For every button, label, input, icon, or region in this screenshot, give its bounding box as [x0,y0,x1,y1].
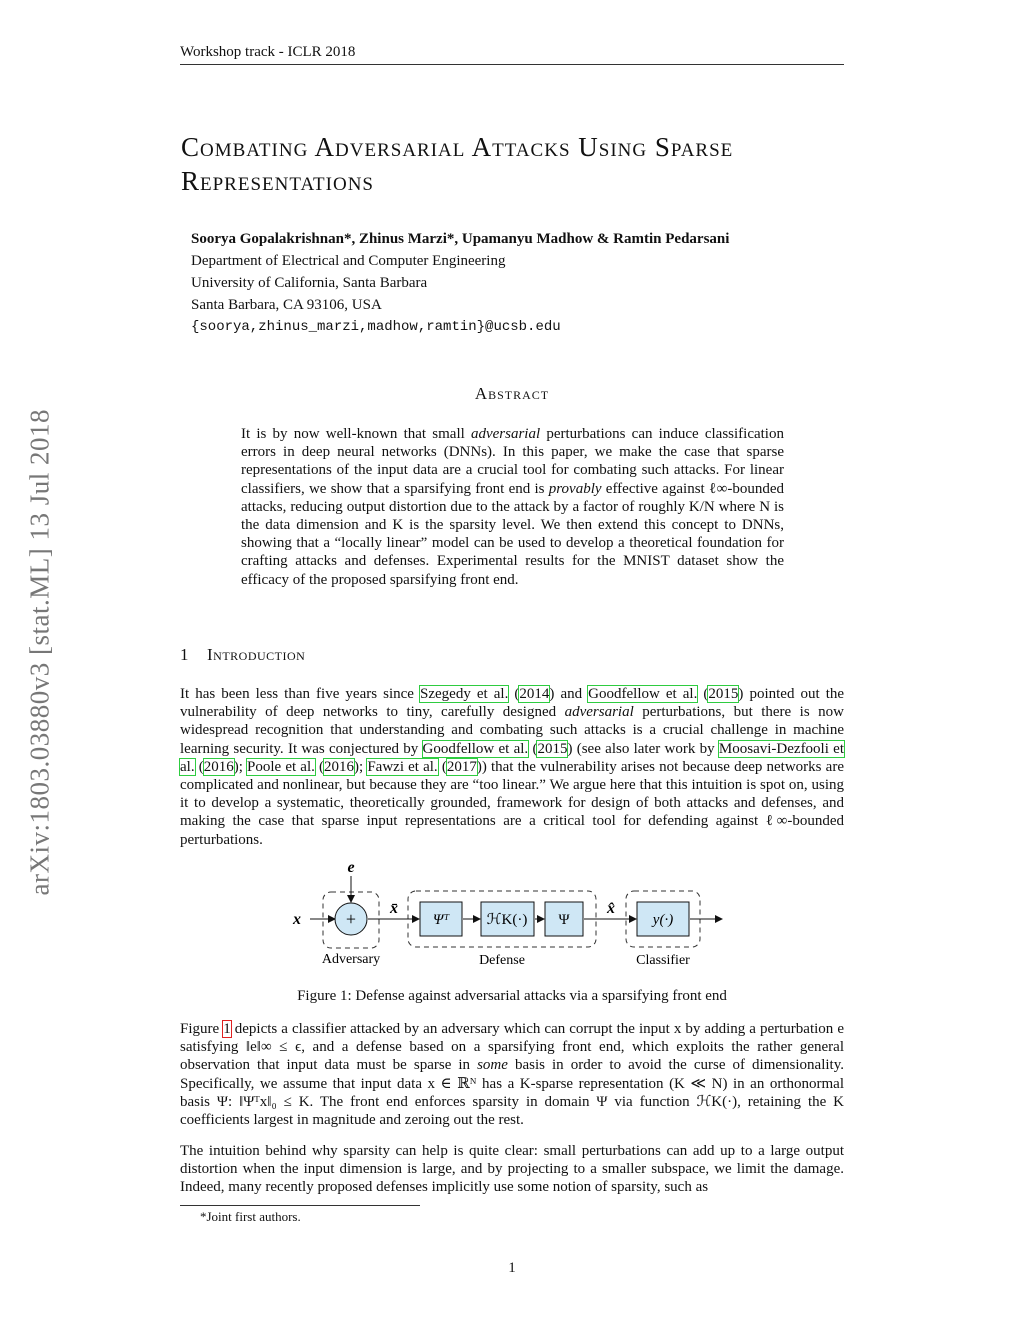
title-line-1: Combating Adversarial Attacks Using Sparse [181,132,734,162]
text: ( [437,758,447,775]
abstract-part: It is by now well-known that small [241,426,471,442]
abstract-part: perturbations can induce classification errors in deep neural networks (DNNs). In this paper, we make the case that sparse representations of the input data are a crucial tool for combating such attacks. For linear classifiers, we show that a sparsifying front end is [241,426,784,497]
author-block [191,228,729,338]
author-dept: Department of Electrical and Computer Engineering [191,253,506,269]
footnote: *Joint first authors. [200,1209,301,1224]
figure-ref-link[interactable]: 1 [223,1021,231,1037]
text: Figure [180,1021,224,1037]
author-city: Santa Barbara, CA 93106, USA [191,297,382,313]
text: ); [233,758,248,775]
hk-label: ℋK(·) [486,912,528,928]
text: )) that the vulnerability arises not because deep networks are complicated and nonlinear, but because they are “too linear.” We argue here that this intuition is spot on, using it to develop a systematic, theoretically grounded, framework for design of both attacks and defenses, and making the case that sparse input representations are a critical tool for defending against ℓ∞-bounded perturbations. [180,758,844,848]
defense-label: Defense [479,953,525,968]
psiT-label: Ψᵀ [432,912,450,928]
author-university: University of California, Santa Barbara [191,275,428,291]
text: ( [194,758,204,775]
text: basis in order to avoid the curse of dimensionality. Specifically, we assume that input data x ∈ ℝᴺ has a K-sparse representation (K ≪ N) in an orthonormal basis Ψ: ‖Ψᵀx‖₀ ≤ K. The front end enforces sparsity in domain Ψ via function ℋK(·), retaining the K coefficients largest in magnitude and zeroing out the rest. [180,1057,844,1129]
running-header: Workshop track - ICLR 2018 [180,44,356,60]
text: ( [314,758,325,775]
figure-caption: Figure 1: Defense against adversarial attacks via a sparsifying front end [297,988,727,1004]
intro-paragraph-1 [180,685,844,849]
header-rule [180,64,844,65]
title-line-2: Representations [181,166,374,196]
input-x-label: x [293,911,301,928]
perturbation-e-label: e [347,859,355,876]
paper-title [181,130,861,198]
adversary-label: Adversary [321,952,381,967]
citation-link[interactable]: Szegedy et al. [420,686,509,702]
text: It has been less than five years since [180,686,421,702]
citation-year-link[interactable]: 2015 [708,686,739,702]
xhat-label: x̂ [607,900,615,917]
text: ( [508,686,520,702]
citation-link[interactable]: Poole et al. [247,758,315,775]
emphasis: adversarial [564,704,634,721]
section-number: 1 [180,645,189,664]
abstract-heading: Abstract [474,384,550,403]
author-email: {soorya,zhinus_marzi,madhow,ramtin}@ucsb.edu [191,319,561,335]
text: ) and [549,686,589,702]
abstract-emphasis: adversarial [470,426,541,442]
citation-year-link[interactable]: 2016 [203,758,234,775]
abstract-text [241,425,784,589]
citation-year-link[interactable]: 2014 [519,686,550,702]
emphasis: some [477,1057,508,1074]
author-names: Soorya Gopalakrishnan*, Zhinus Marzi*, Upamanyu Madhow & Ramtin Pedarsani [191,231,730,247]
citation-year-link[interactable]: 2017 [446,758,477,775]
page-number: 1 [508,1260,516,1276]
text: perturbations, but there is now widespread recognition that understanding and combating such attacks is a crucial challenge in machine learning security. It was conjectured by [180,704,844,757]
arxiv-stamp: arXiv:1803.03880v3 [stat.ML] 13 Jul 2018 [24,409,55,896]
intro-paragraph-3: The intuition behind why sparsity can help is quite clear: small perturbations can add up to a large output distortion when the input dimension is large, and by projecting to a smaller subspace, we limit the damage. Indeed, many recently proposed defenses implicitly use some notion of sparsity, such as [180,1143,844,1196]
text: ( [697,686,709,702]
text: ) pointed out the vulnerability of deep networks to tiny, carefully designed [180,686,845,721]
adder-plus: + [345,909,357,929]
citation-link[interactable]: Goodfellow et al. [588,686,698,702]
citation-link[interactable]: Goodfellow et al. [422,740,529,757]
text: ) (see also later work by [567,740,719,757]
intro-paragraph-2 [180,1020,844,1129]
text: ( [528,740,538,757]
xbar-label: x̄ [390,900,398,917]
citation-link[interactable]: Fawzi et al. [367,758,438,775]
section-heading-introduction [180,645,305,665]
classifier-fn-label: y(·) [652,912,674,928]
classifier-label: Classifier [636,953,690,968]
abstract-emphasis: provably [548,480,602,497]
text: ); [354,758,368,775]
psi-label: Ψ [558,912,570,928]
footnote-rule [180,1205,420,1206]
abstract-part: effective against ℓ∞-bounded attacks, reducing output distortion due to the attack by a factor of roughly K/N where N is the data dimension and K is the sparsity level. We then extend this concept to DNNs, showing that a “locally linear” model can be used to develop a theoretical foundation for crafting attacks and defenses. Experimental results for the MNIST dataset show the efficacy of the proposed sparsifying front end. [241,480,784,588]
citation-year-link[interactable]: 2016 [324,758,355,775]
defense-diagram [280,858,740,973]
citation-link[interactable]: Moosavi-Dezfooli et al. [180,740,845,775]
text: depicts a classifier attacked by an adversary which can corrupt the input x by adding a perturbation e satisfying ‖e‖∞ ≤ ϵ, and a defense based on a sparsifying front end, which exploits the rather general observation that input data must be sparse in [180,1021,844,1074]
section-title: Introduction [207,645,306,664]
citation-year-link[interactable]: 2015 [537,740,568,757]
